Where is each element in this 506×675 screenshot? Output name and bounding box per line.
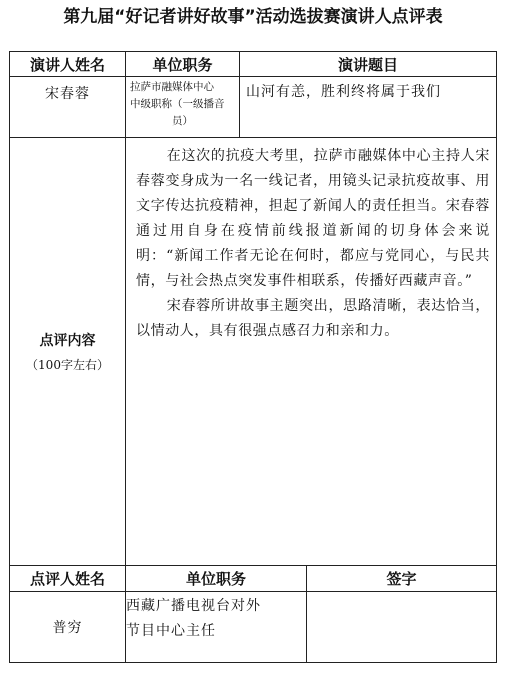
header-signature [306,565,497,592]
signature-cell[interactable] [306,591,497,663]
reviewer-unit-cell [125,591,307,663]
reviewer-unit-line2: 节目中心主任 [126,623,216,639]
header-speaker-name-label: 演讲人姓名 [29,55,105,74]
comment-paragraph-1: 在这次的抗疫大考里，拉萨市融媒体中心主持人宋春蓉变身成为一名一线记者，用镜头记录抗疫故事、用文字传达抗疫精神，担起了新闻人的责任担当。宋春蓉通过用自身在疫情前线报道新闻的切身体会来说明：“新闻工作者无论在何时，都应与党同心，与民共情，与社会热点突发事件相联系，传播好西藏声音。” [136,148,490,289]
header-reviewer-unit [125,565,307,592]
speaker-name: 宋春蓉 [45,86,90,102]
speech-topic: 山河有恙，胜利终将属于我们 [246,84,441,100]
speaker-name-cell [9,76,126,138]
speaker-unit-line1: 拉萨市融媒体中心 [130,81,214,93]
speaker-unit-line2: 中级职称（一级播音 [130,98,225,110]
comment-label-cell [9,137,126,566]
reviewer-name: 普穷 [52,620,83,636]
comment-label: 点评内容 [39,333,96,349]
header-unit-position-label: 单位职务 [152,55,213,74]
reviewer-name-cell [9,591,126,663]
header-reviewer-name-label: 点评人姓名 [29,570,105,588]
header-topic-label: 演讲题目 [337,55,398,74]
comment-content-cell [125,137,497,566]
speaker-unit-position-cell [125,76,240,138]
header-signature-label: 签字 [386,570,417,588]
header-unit-position [125,51,240,77]
comment-sublabel: （100字左右） [26,358,109,372]
reviewer-unit-line1: 西藏广播电视台对外 [126,598,261,614]
speaker-unit-line3: 员） [172,115,193,127]
header-topic [239,51,497,77]
header-speaker-name [9,51,126,77]
header-reviewer-unit-label: 单位职务 [185,570,246,588]
page-title: 第九届“好记者讲好故事”活动选拔赛演讲人点评表 [63,7,443,27]
header-reviewer-name [9,565,126,592]
topic-cell [239,76,497,138]
comment-paragraph-2: 宋春蓉所讲故事主题突出，思路清晰，表达恰当，以情动人，具有很强点感召力和亲和力。 [136,298,490,339]
